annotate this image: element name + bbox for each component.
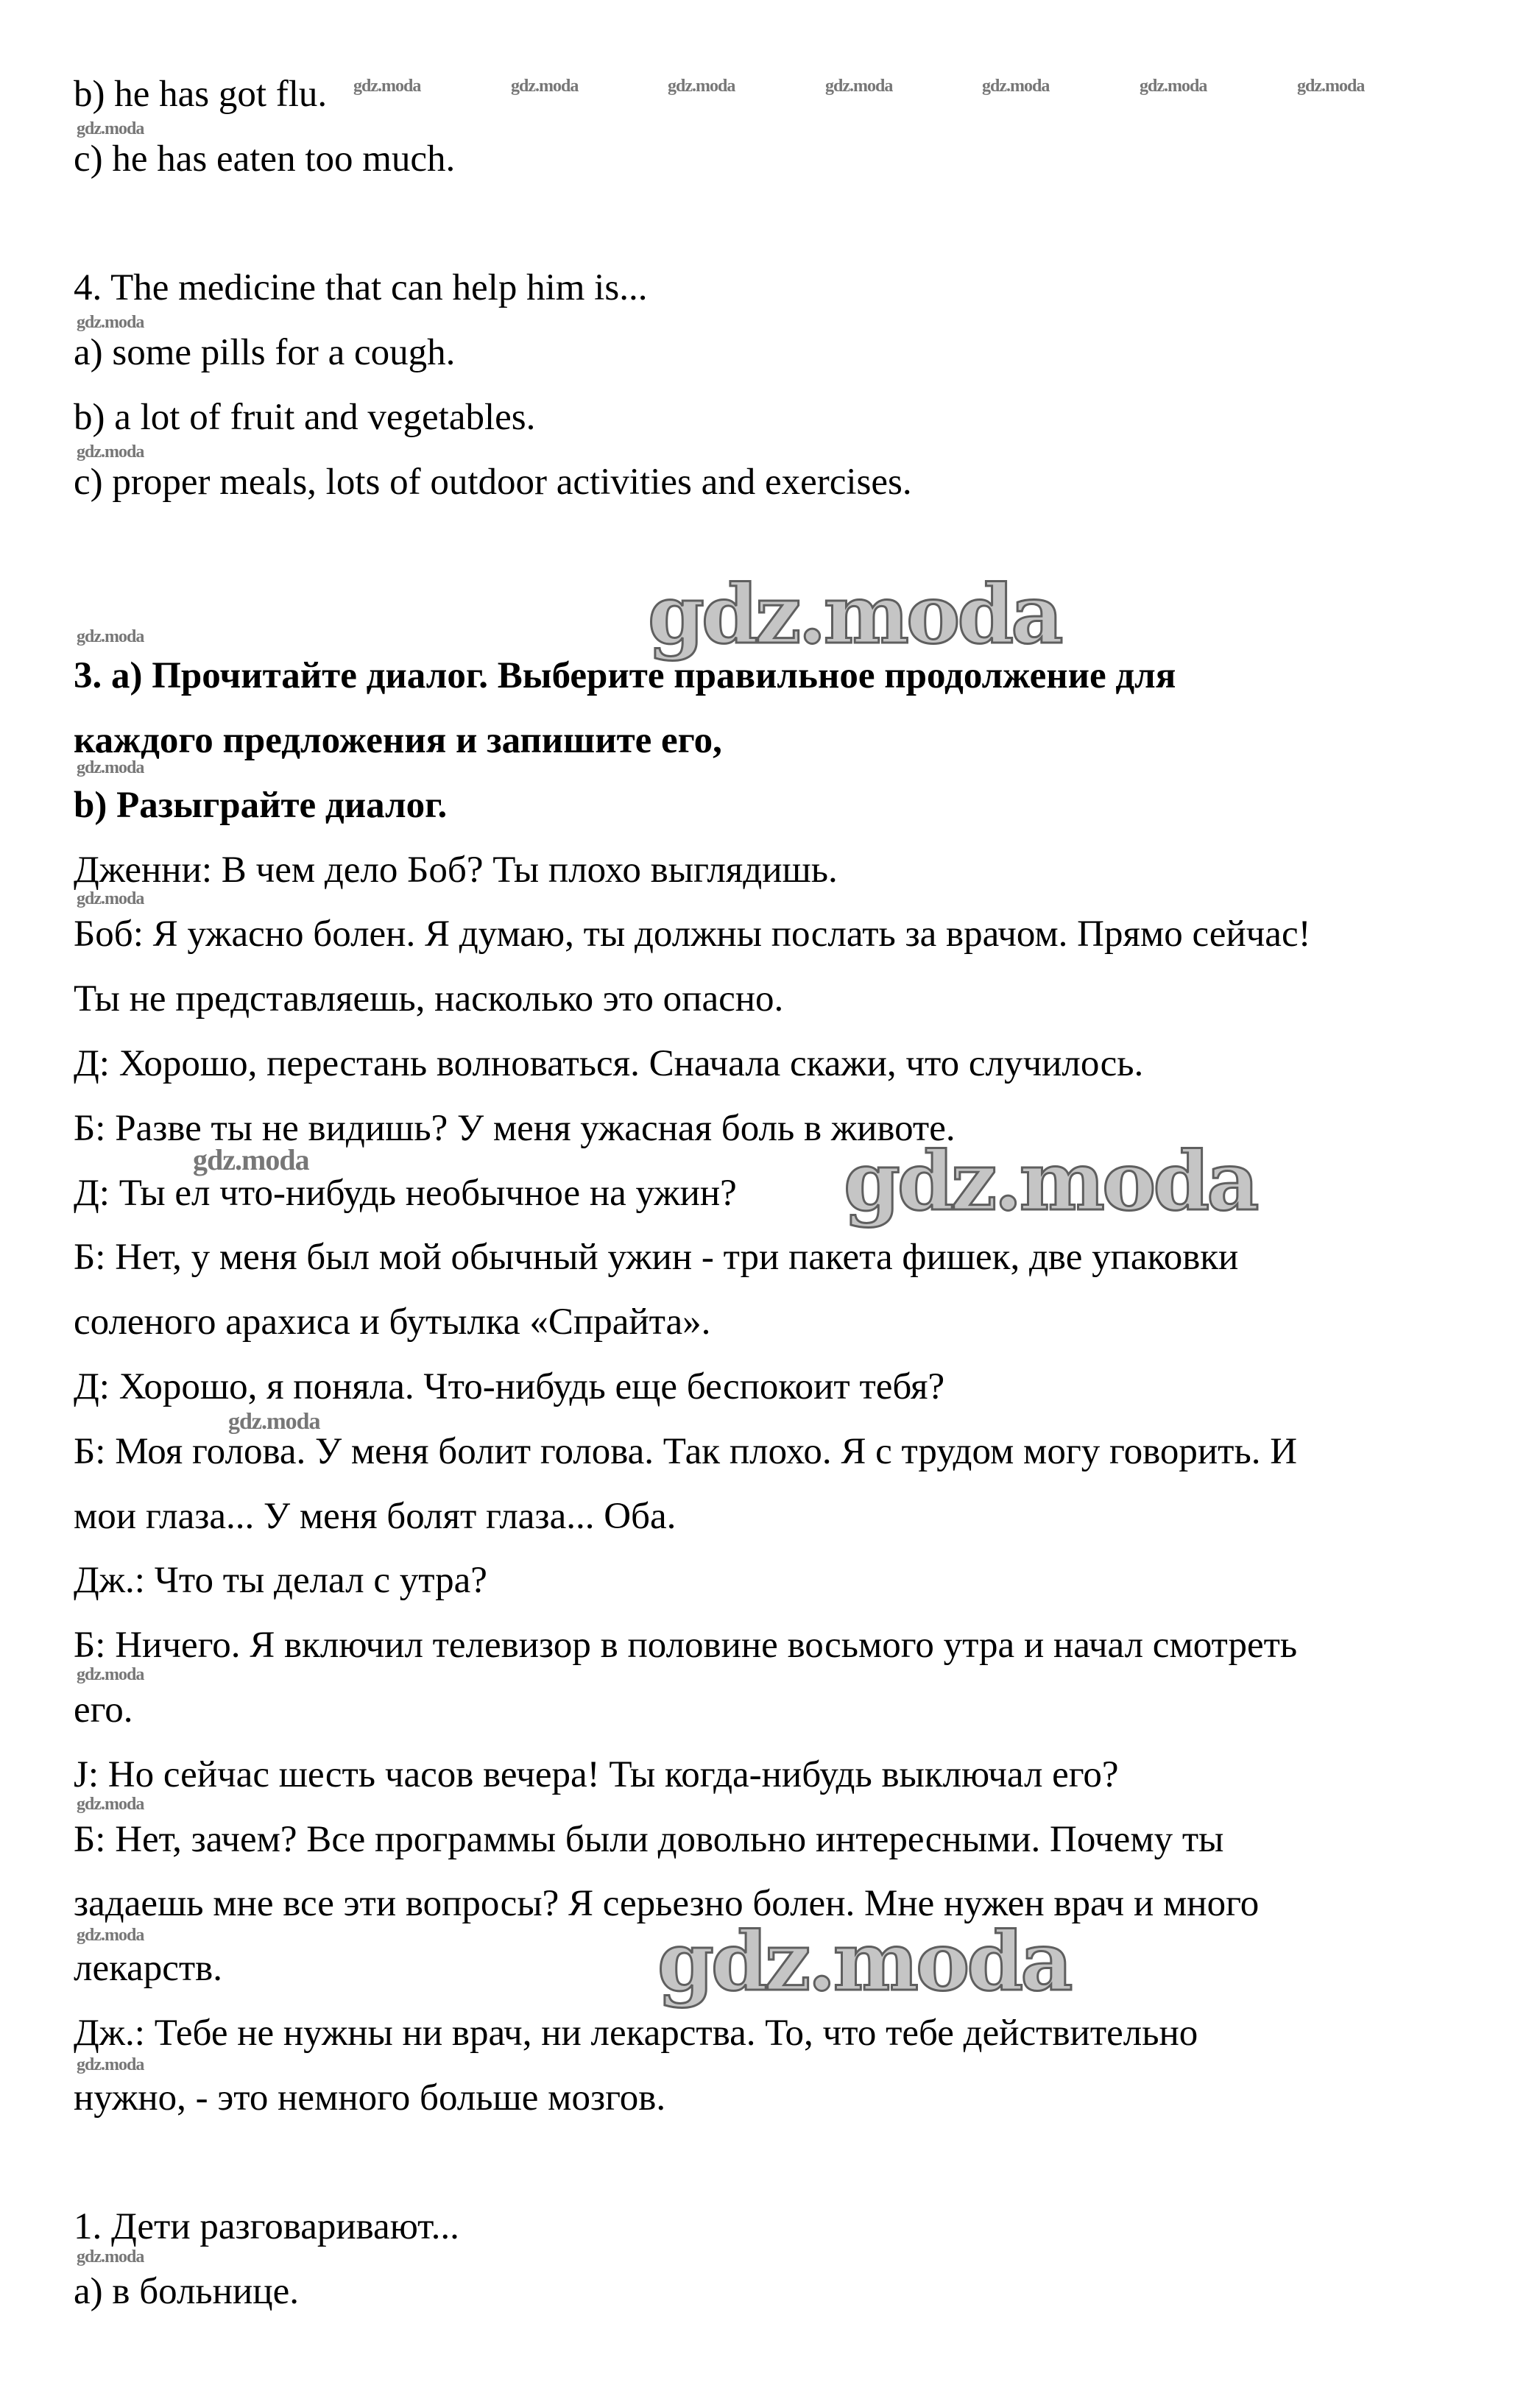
- text-line: Боб: Я ужасно болен. Я думаю, ты должны послать за врачом. Прямо сейчас!: [74, 914, 1311, 955]
- watermark-small: gdz.moda: [77, 2055, 144, 2074]
- text-line: 4. The medicine that can help him is...: [74, 267, 648, 309]
- text-line: а) в больнице.: [74, 2271, 299, 2313]
- watermark-small: gdz.moda: [77, 758, 144, 777]
- watermark-small: gdz.moda: [77, 119, 144, 138]
- text-line: мои глаза... У меня болят глаза... Оба.: [74, 1495, 677, 1537]
- watermark-small: gdz.moda: [77, 442, 144, 462]
- watermark-large: gdz.moda: [648, 567, 1061, 662]
- watermark-small: gdz.moda: [353, 77, 421, 96]
- watermark-small: gdz.moda: [77, 627, 144, 646]
- text-line: Б: Нет, у меня был мой обычный ужин - три пакета фишек, две упаковки: [74, 1237, 1239, 1279]
- text-line: Дж.: Тебе не нужны ни врач, ни лекарства. То, что тебе действительно: [74, 2013, 1198, 2054]
- watermark-small: gdz.moda: [1140, 77, 1207, 96]
- exercise-heading-line: каждого предложения и запишите его,: [74, 720, 722, 761]
- text-line: нужно, - это немного больше мозгов.: [74, 2077, 666, 2119]
- watermark-small: gdz.moda: [228, 1407, 320, 1434]
- text-line: соленого арахиса и бутылка «Спрайта».: [74, 1301, 711, 1343]
- watermark-small: gdz.moda: [77, 2247, 144, 2266]
- watermark-small: gdz.moda: [668, 77, 735, 96]
- text-line: J: Но сейчас шесть часов вечера! Ты когда-нибудь выключал его?: [74, 1753, 1119, 1795]
- watermark-small: gdz.moda: [1297, 77, 1365, 96]
- text-line: Б: Ничего. Я включил телевизор в половине восьмого утра и начал смотреть: [74, 1625, 1298, 1667]
- watermark-small: gdz.moda: [825, 77, 893, 96]
- text-line: Д: Ты ел что-нибудь необычное на ужин?: [74, 1172, 737, 1214]
- text-line: Б: Разве ты не видишь? У меня ужасная боль в животе.: [74, 1107, 956, 1149]
- text-line: a) some pills for a cough.: [74, 332, 456, 374]
- text-line: задаешь мне все эти вопросы? Я серьезно болен. Мне нужен врач и много: [74, 1883, 1260, 1925]
- watermark-large: gdz.moda: [657, 1914, 1070, 2009]
- watermark-small: gdz.moda: [77, 889, 144, 908]
- text-line: Дж.: Что ты делал с утра?: [74, 1560, 487, 1602]
- text-line: 1. Дети разговаривают...: [74, 2206, 459, 2248]
- text-line: b) a lot of fruit and vegetables.: [74, 397, 536, 438]
- text-line: Б: Моя голова. У меня болит голова. Так плохо. Я с трудом могу говорить. И: [74, 1430, 1298, 1472]
- text-line: Б: Нет, зачем? Все программы были довольно интересными. Почему ты: [74, 1818, 1224, 1860]
- watermark-large: gdz.moda: [844, 1134, 1257, 1229]
- text-line: Д: Хорошо, я поняла. Что-нибудь еще беспокоит тебя?: [74, 1366, 945, 1407]
- watermark-small: gdz.moda: [77, 1926, 144, 1945]
- watermark-small: gdz.moda: [193, 1143, 309, 1176]
- text-line: c) he has eaten too much.: [74, 138, 456, 180]
- text-line: Ты не представляешь, насколько это опасно.: [74, 978, 784, 1020]
- watermark-small: gdz.moda: [77, 313, 144, 332]
- text-line: лекарств.: [74, 1948, 222, 1990]
- watermark-small: gdz.moda: [77, 1665, 144, 1684]
- watermark-small: gdz.moda: [982, 77, 1050, 96]
- text-line: его.: [74, 1689, 133, 1731]
- text-line: Д: Хорошо, перестань волноваться. Сначала скажи, что случилось.: [74, 1043, 1144, 1084]
- text-line: Дженни: В чем дело Боб? Ты плохо выглядишь.: [74, 849, 838, 891]
- exercise-heading-line: 3. a) Прочитайте диалог. Выберите правильное продолжение для: [74, 655, 1176, 697]
- watermark-small: gdz.moda: [77, 1795, 144, 1814]
- watermark-small: gdz.moda: [511, 77, 579, 96]
- exercise-heading-line: b) Разыграйте диалог.: [74, 784, 448, 826]
- text-line: b) he has got flu.: [74, 74, 328, 115]
- text-line: c) proper meals, lots of outdoor activities and exercises.: [74, 461, 912, 503]
